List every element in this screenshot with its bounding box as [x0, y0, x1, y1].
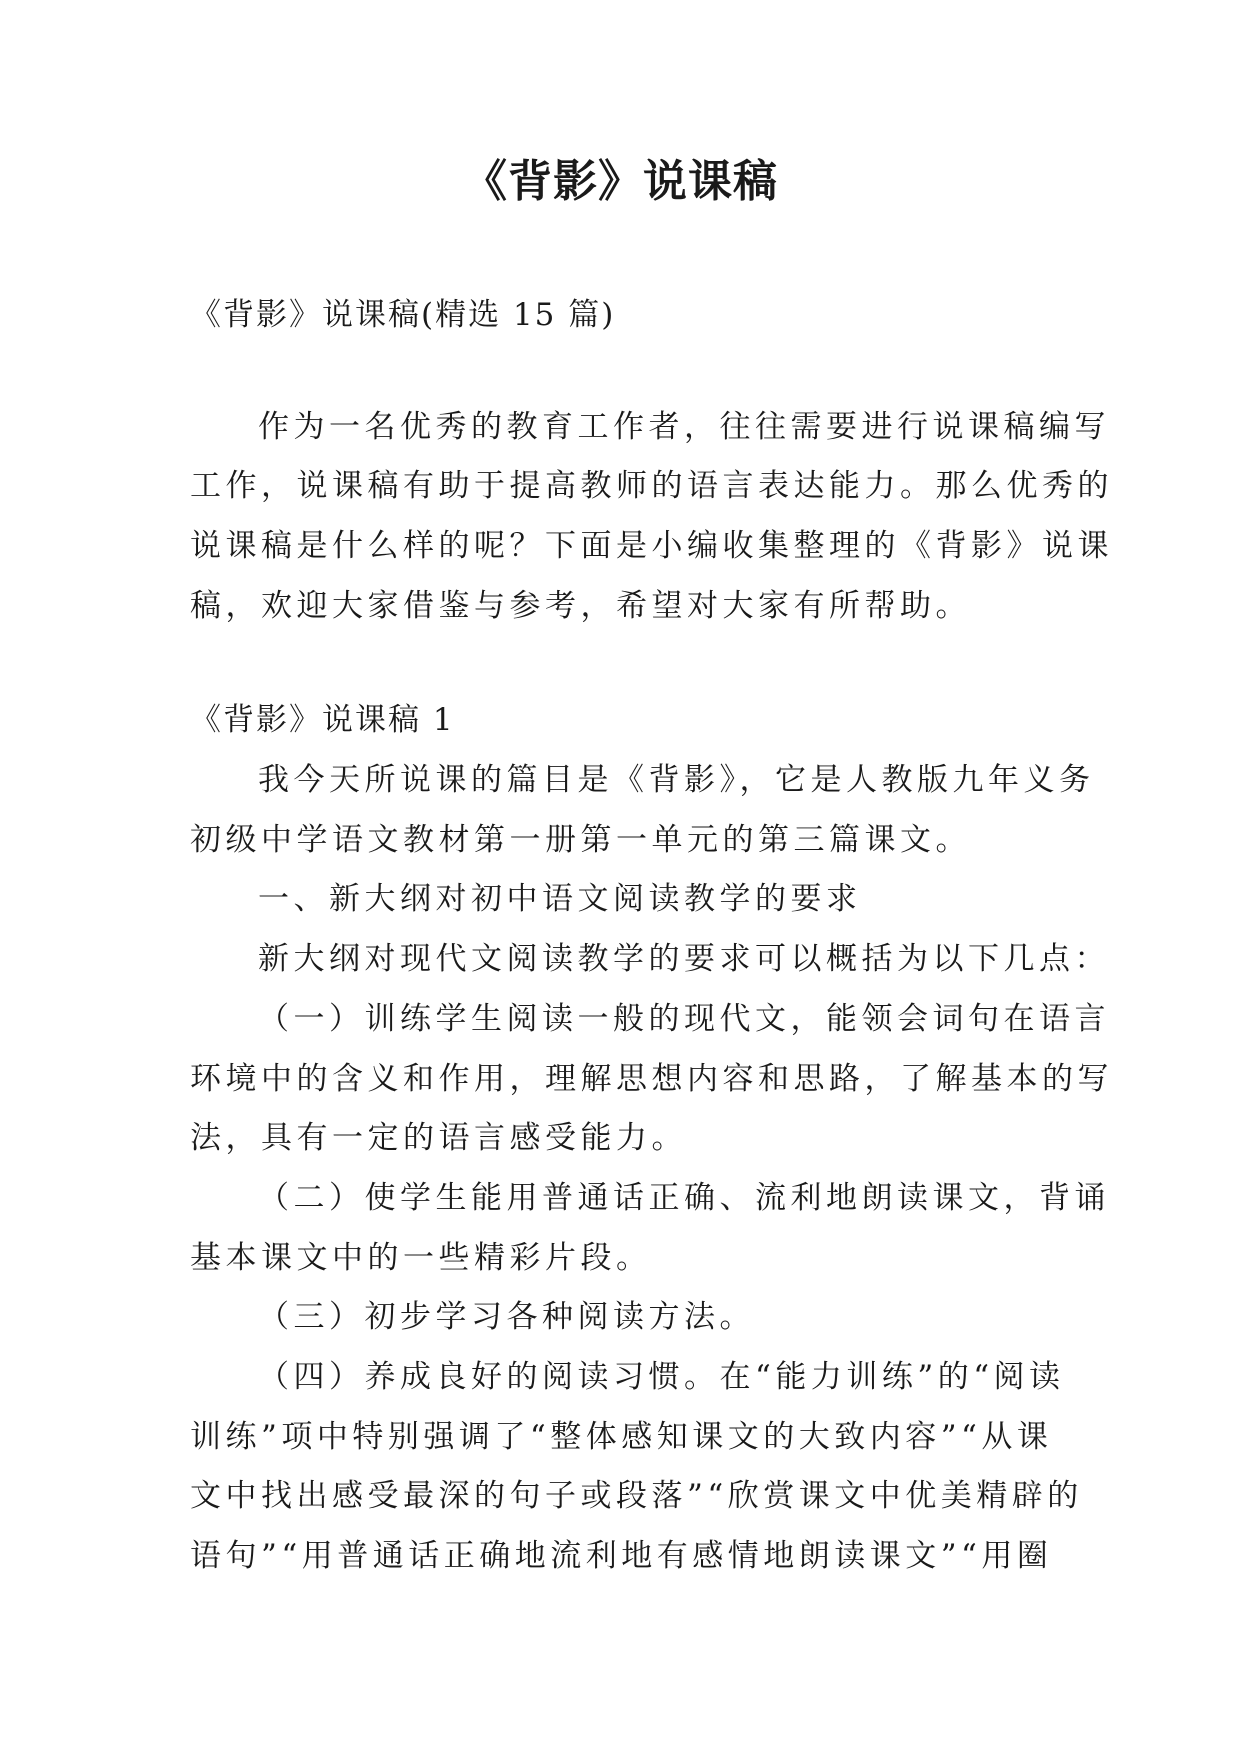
body-line: （一）训练学生阅读一般的现代文，能领会词句在语言 [258, 1001, 1110, 1037]
body-line: （二）使学生能用普通话正确、流利地朗读课文，背诵 [258, 1180, 1110, 1216]
body-line: （四）养成良好的阅读习惯。在“能力训练”的“阅读 [258, 1359, 1065, 1395]
body-line: 一、新大纲对初中语文阅读教学的要求 [258, 881, 862, 917]
intro-line: 作为一名优秀的教育工作者，往往需要进行说课稿编写 [258, 409, 1110, 445]
body-line: 训练”项中特别强调了“整体感知课文的大致内容”“从课 [190, 1419, 1053, 1455]
intro-line: 说课稿是什么样的呢？下面是小编收集整理的《背影》说课 [190, 528, 1113, 564]
body-line: 初级中学语文教材第一册第一单元的第三篇课文。 [190, 822, 971, 858]
body-line: 我今天所说课的篇目是《背影》，它是人教版九年义务 [258, 762, 1095, 798]
body-line: 文中找出感受最深的句子或段落”“欣赏课文中优美精辟的 [190, 1478, 1083, 1514]
intro-line: 稿，欢迎大家借鉴与参考，希望对大家有所帮助。 [190, 588, 971, 624]
document-subtitle: 《背影》说课稿(精选 15 篇) [190, 297, 616, 333]
body-line: 环境中的含义和作用，理解思想内容和思路，了解基本的写 [190, 1061, 1113, 1097]
intro-line: 工作，说课稿有助于提高教师的语言表达能力。那么优秀的 [190, 468, 1113, 504]
body-line: 基本课文中的一些精彩片段。 [190, 1240, 652, 1276]
section-heading: 《背影》说课稿 1 [190, 702, 455, 738]
body-line: 新大纲对现代文阅读教学的要求可以概括为以下几点： [258, 941, 1110, 977]
body-line: 法，具有一定的语言感受能力。 [190, 1120, 687, 1156]
document-title: 《背影》说课稿 [463, 156, 778, 207]
body-line: （三）初步学习各种阅读方法。 [258, 1299, 755, 1335]
body-line: 语句”“用普通话正确地流利地有感情地朗读课文”“用圈 [190, 1538, 1053, 1574]
